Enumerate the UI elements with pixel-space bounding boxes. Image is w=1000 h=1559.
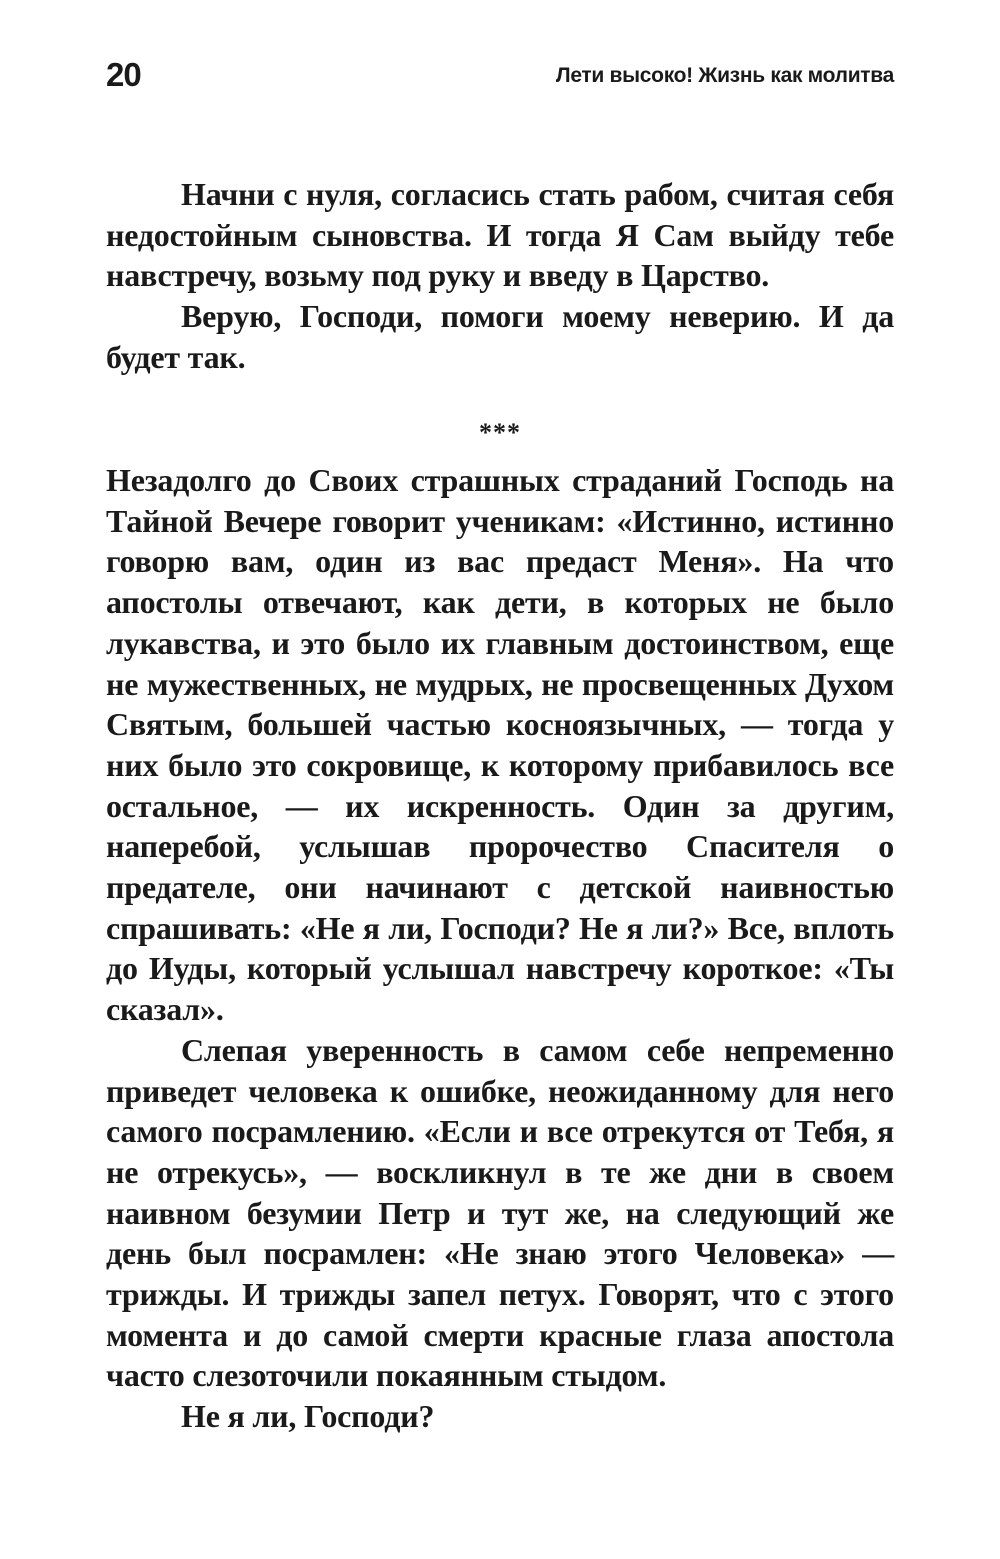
paragraph: Слепая уверенность в самом себе непременно приведет человека к ошибке, неожиданному для него самого посрамлению. «Если и все отрекутся от Тебя, я не отрекусь», — воскликнул в те же дни в своем наивном безумии Петр и тут же, на следующий же день был посрамлен: «Не знаю этого Человека» — трижды. И трижды запел петух. Говорят, что с этого момента и до самой смерти красные глаза апостола часто слезоточили покаянным стыдом.: [106, 1031, 894, 1394]
section-separator: ***: [479, 418, 521, 447]
paragraph: Не я ли, Господи?: [181, 1398, 435, 1435]
paragraph: Начни с нуля, согласись стать рабом, считая себя недостойным сыновства. И тогда Я Сам выйду тебе навстречу, возьму под руку и введу в Царство.: [106, 176, 894, 294]
paragraph: Верую, Господи, помоги моему неверию. И да будет так.: [106, 298, 894, 375]
book-title: Лети высоко! Жизнь как молитва: [555, 64, 894, 87]
text-block-main: [106, 460, 894, 1437]
page-number: 20: [106, 56, 141, 93]
running-header: [106, 56, 894, 96]
paragraph: Незадолго до Своих страшных страданий Господь на Тайной Вечере говорит ученикам: «Истинно, истинно говорю вам, один из вас предаст Меня». На что апостолы отвечают, как дети, в которых не было лукавства, и это было их главным достоинством, еще не мужественных, не мудрых, не просвещенных Духом Святым, большей частью косноязычных, — тогда у них было это сокровище, к которому прибавилось все остальное, — их искренность. Один за другим, наперебой, услышав пророчество Спасителя о предателе, они начинают с детской наивностью спрашивать: «Не я ли, Господи? Не я ли?» Все, вплоть до Иуды, который услышал навстречу короткое: «Ты сказал».: [106, 462, 894, 1028]
text-block-opening: [106, 174, 894, 378]
